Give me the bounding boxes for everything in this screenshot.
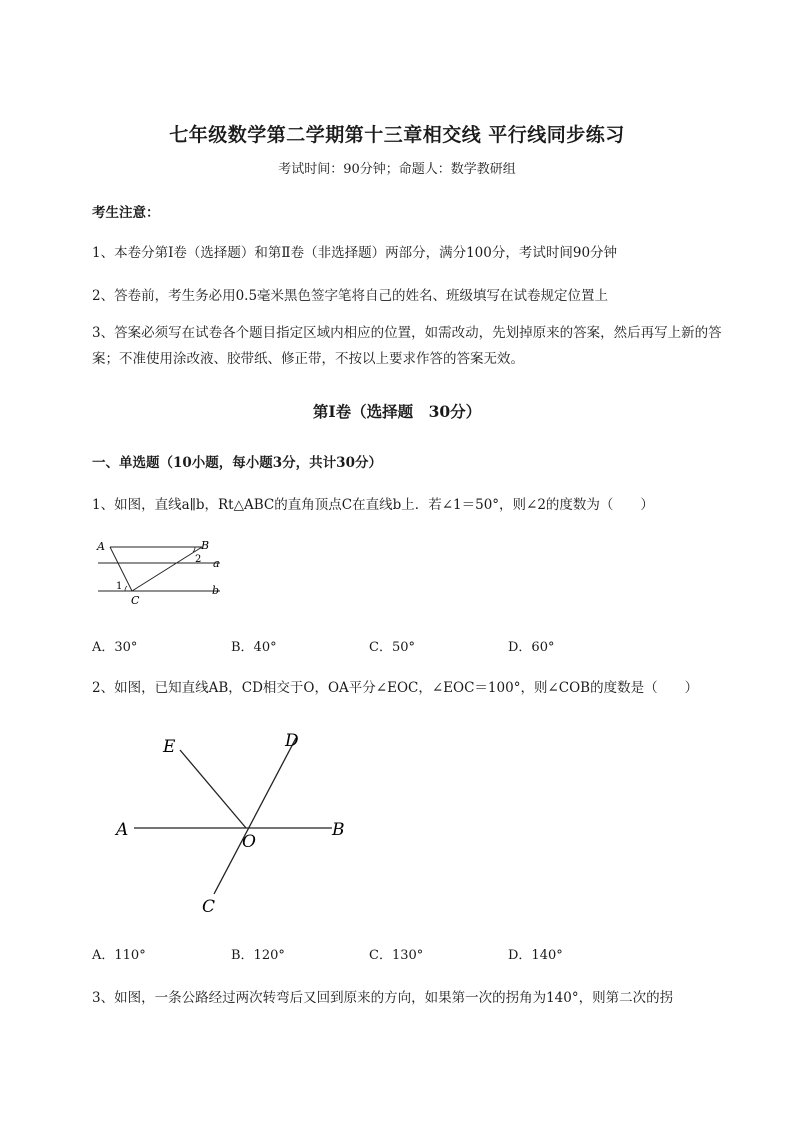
notice-item-2: 2、答卷前，考生务必用0.5毫米黑色签字笔将自己的姓名、班级填写在试卷规定位置上: [92, 288, 609, 304]
fig1-label-a: a: [213, 557, 220, 570]
exam-info: 考试时间：90分钟；命题人：数学教研组: [278, 162, 516, 177]
page-title: 七年级数学第二学期第十三章相交线 平行线同步练习: [169, 124, 625, 146]
q2-option-b[interactable]: B．120°: [231, 948, 285, 963]
question-2-text: 2、如图，已知直线AB，CD相交于O，OA平分∠EOC，∠EOC＝100°，则∠COB的度数是（ ）: [92, 680, 699, 696]
q1-option-a[interactable]: A．30°: [92, 640, 138, 655]
fig1-label-1: 1: [116, 581, 123, 592]
notice-item-1: 1、本卷分第Ⅰ卷（选择题）和第Ⅱ卷（非选择题）两部分，满分100分，考试时间90分钟: [92, 245, 618, 261]
fig2-label-B: B: [332, 820, 345, 840]
fig1-label-A: A: [97, 540, 105, 553]
question-1-text: 1、如图，直线a∥b，Rt△ABC的直角顶点C在直线b上．若∠1＝50°，则∠2的度数为（ ）: [92, 497, 654, 513]
part-title: 一、单选题（10小题，每小题3分，共计30分）: [92, 455, 382, 471]
q2-option-a[interactable]: A．110°: [92, 948, 146, 963]
fig2-label-E: E: [163, 737, 176, 757]
fig2-label-O: O: [242, 832, 256, 852]
question-1-figure: [92, 536, 232, 608]
fig2-label-C: C: [202, 897, 216, 917]
fig1-label-2: 2: [195, 554, 202, 565]
notice-heading: 考生注意：: [92, 205, 160, 221]
fig2-label-A: A: [116, 820, 129, 840]
fig1-label-B: B: [201, 539, 210, 552]
q1-option-b[interactable]: B．40°: [231, 640, 277, 655]
section-title: 第Ⅰ卷（选择题 30分）: [312, 402, 482, 421]
fig1-label-b: b: [212, 584, 220, 597]
q2-option-d[interactable]: D．140°: [508, 948, 563, 963]
fig2-label-D: D: [285, 731, 299, 751]
q2-option-c[interactable]: C．130°: [369, 948, 424, 963]
question-2-figure: [108, 724, 358, 920]
q1-option-d[interactable]: D．60°: [508, 640, 555, 655]
notice-item-3: 3、答案必须写在试卷各个题目指定区域内相应的位置，如需改动，先划掉原来的答案，然后再写上新的答案；不准使用涂改液、胶带纸、修正带，不按以上要求作答的答案无效。: [92, 325, 722, 367]
q1-option-c[interactable]: C．50°: [369, 640, 415, 655]
fig1-label-C: C: [131, 594, 140, 607]
question-3-text: 3、如图，一条公路经过两次转弯后又回到原来的方向，如果第一次的拐角为140°，则第二次的拐: [92, 990, 674, 1006]
